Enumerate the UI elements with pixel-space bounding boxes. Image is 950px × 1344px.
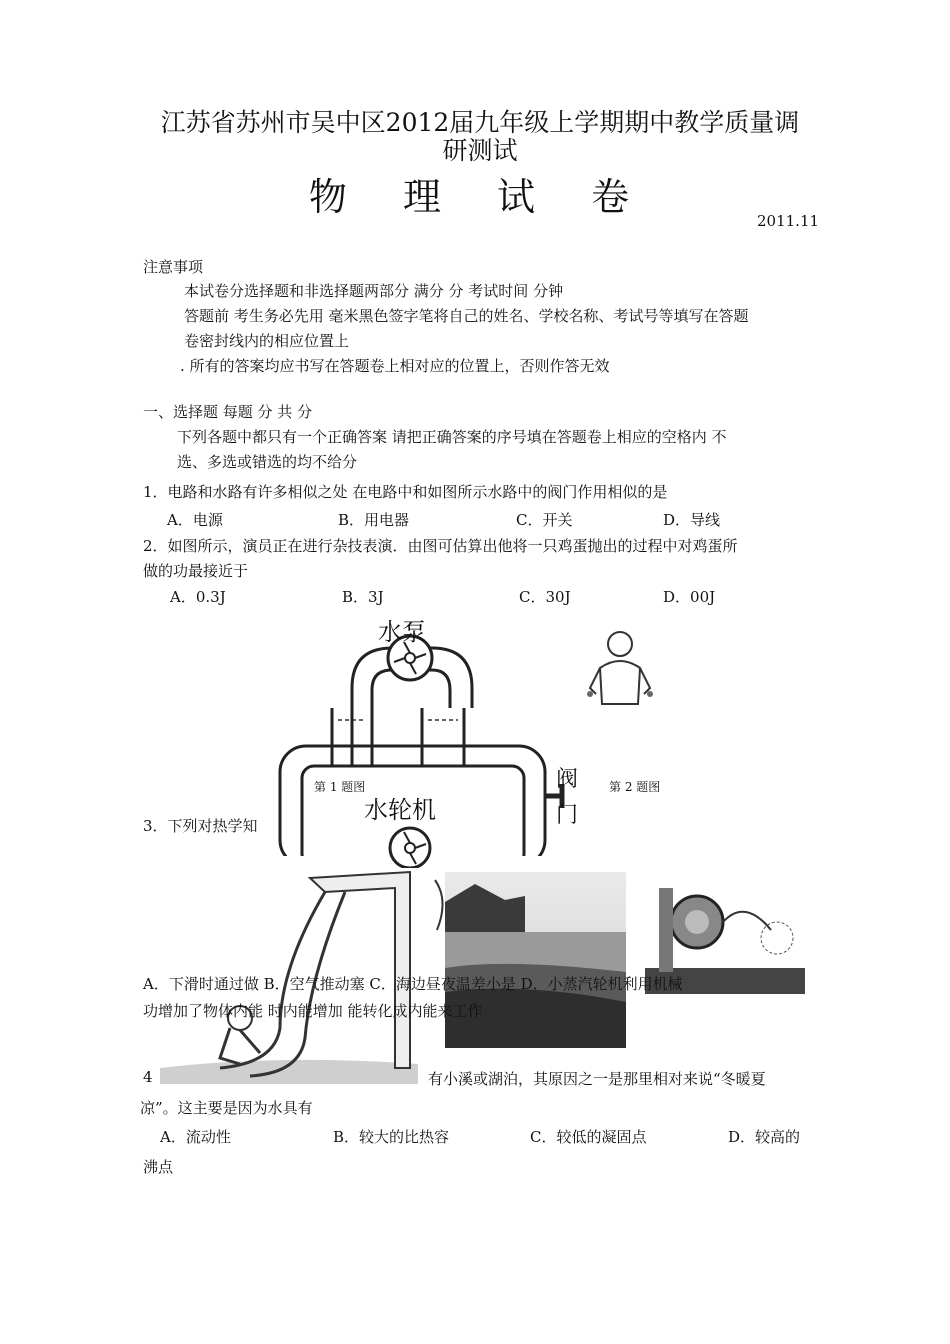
valve-label: 阀	[556, 767, 579, 792]
question-2-option-a: A．0.3J	[170, 588, 226, 606]
question-1-stem: 1．电路和水路有许多相似之处 在电路中和如图所示水路中的阀门作用相似的是	[143, 483, 668, 501]
water-circuit-figure	[272, 608, 582, 868]
page-title-line2: 研测试	[442, 136, 518, 165]
question-4-number: 4	[143, 1068, 153, 1086]
notice-line: . 所有的答案均应书写在答题卷上相对应的位置上，否则作答无效	[180, 357, 610, 375]
question-4-option-d-tail: 沸点	[143, 1158, 174, 1176]
question-2-option-b: B．3J	[342, 588, 384, 606]
subject-title: 物 理 试 卷	[308, 175, 652, 219]
question-3-options-line2: 功增加了物体内能 时内能增加 能转化成内能来工作	[143, 1002, 483, 1020]
question-4-option-d: D．较高的	[728, 1128, 801, 1146]
question-1-option-a: A．电源	[167, 511, 223, 529]
notice-line: 卷密封线内的相应位置上	[184, 332, 350, 350]
notice-heading: 注意事项	[143, 258, 204, 276]
question-4-stem: 凉”。这主要是因为水具有	[140, 1099, 313, 1117]
exam-date: 2011.11	[757, 212, 820, 230]
question-4-option-a: A．流动性	[160, 1128, 231, 1146]
page-title-line1: 江苏省苏州市吴中区2012届九年级上学期期中教学质量调	[160, 108, 800, 137]
notice-line: 答题前 考生务必先用 毫米黑色签字笔将自己的姓名、学校名称、考试号等填写在答题	[184, 307, 749, 325]
question-1-option-d: D．导线	[663, 511, 721, 529]
figure-1-caption: 第 1 题图	[314, 780, 366, 794]
section-heading: 一、选择题 每题 分 共 分	[143, 403, 313, 421]
question-4-option-c: C．较低的凝固点	[530, 1128, 647, 1146]
question-3-stem: 3．下列对热学知	[143, 817, 258, 835]
question-2-option-d: D．00J	[663, 588, 716, 606]
question-2-option-c: C．30J	[519, 588, 571, 606]
question-1-option-b: B．用电器	[338, 511, 410, 529]
juggler-figure	[580, 628, 660, 710]
pump-label: 水泵	[378, 618, 426, 646]
question-4-option-b: B．较大的比热容	[333, 1128, 450, 1146]
valve-label: 门	[556, 803, 579, 828]
turbine-label: 水轮机	[364, 796, 436, 824]
section-instructions: 选、多选或错选的均不给分	[177, 453, 358, 471]
section-instructions: 下列各题中都只有一个正确答案 请把正确答案的序号填在答题卷上相应的空格内 不	[177, 428, 727, 446]
seaside-photo	[445, 872, 626, 1048]
question-4-stem: 有小溪或湖泊，其原因之一是那里相对来说“冬暖夏	[428, 1070, 766, 1088]
notice-line: 本试卷分选择题和非选择题两部分 满分 分 考试时间 分钟	[184, 282, 564, 300]
question-1-option-c: C．开关	[516, 511, 573, 529]
figure-2-caption: 第 2 题图	[609, 780, 661, 794]
question-2-stem: 2．如图所示，演员正在进行杂技表演．由图可估算出他将一只鸡蛋抛出的过程中对鸡蛋所	[143, 537, 738, 555]
question-3-options-line1: A．下滑时通过做 B．空气推动塞 C．海边昼夜温差小是 D．小蒸汽轮机利用机械	[143, 975, 683, 993]
question-2-stem: 做的功最接近于	[143, 562, 249, 580]
